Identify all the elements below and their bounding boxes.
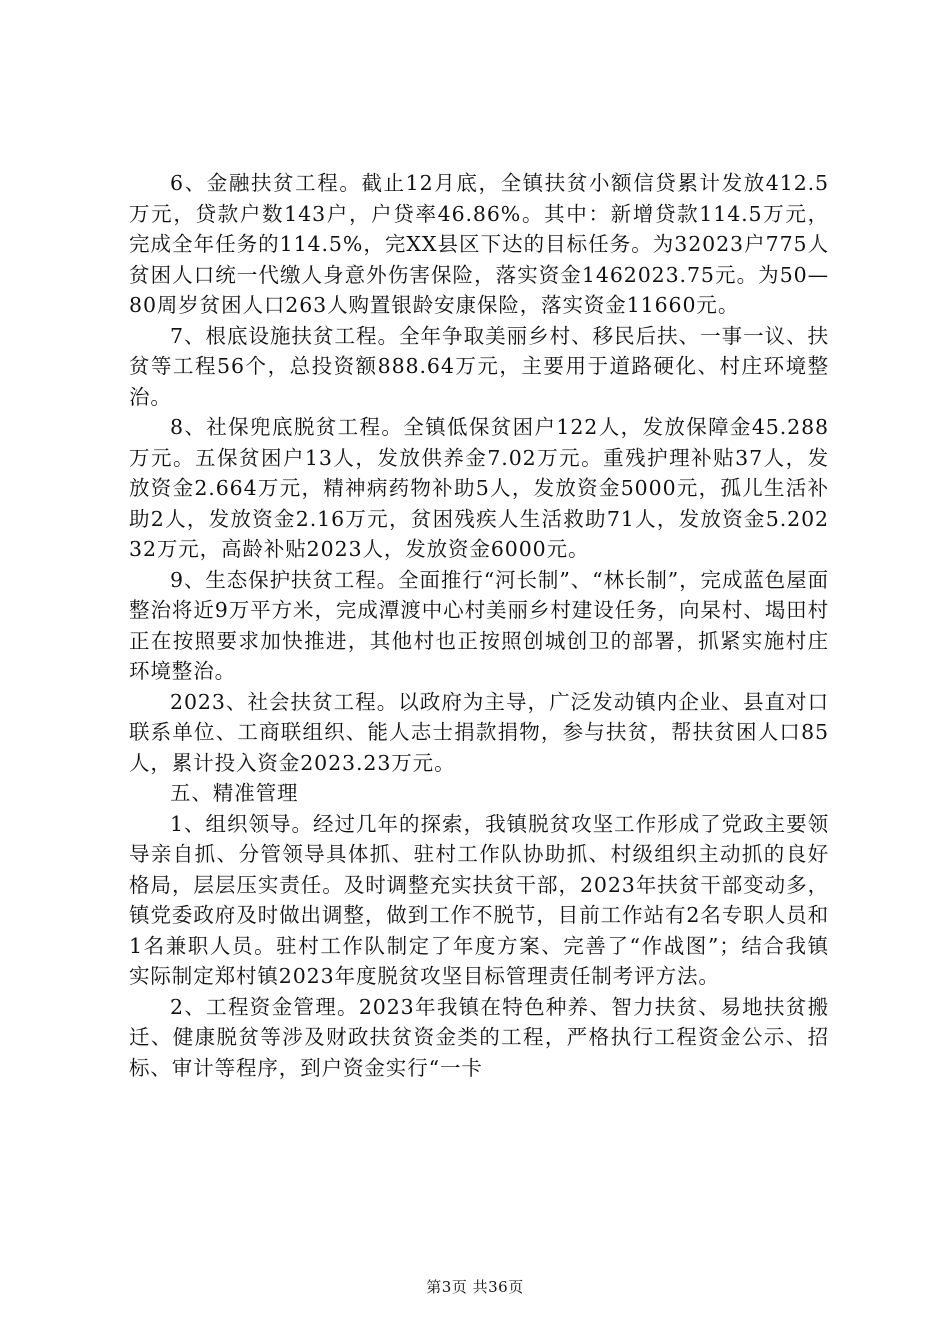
paragraph-social-poverty-alleviation: 2023、社会扶贫工程。以政府为主导，广泛发动镇内企业、县直对口联系单位、工商联组织、能人志士捐款捐物，参与扶贫，帮扶贫困人口85人，累计投入资金2023.23万元。: [129, 689, 829, 775]
section-heading-precise-management: 五、精准管理: [170, 781, 299, 805]
paragraph-infrastructure-project: 7、根底设施扶贫工程。全年争取美丽乡村、移民后扶、一事一议、扶贫等工程56个，总投资额888.64万元，主要用于道路硬化、村庄环境整治。: [129, 323, 829, 409]
page-footer: 第3页 共36页: [426, 1278, 524, 1296]
paragraph-ecological-protection-project: 9、生态保护扶贫工程。全面推行“河长制”、“林长制”，完成蓝色屋面整治将近9万平方米，完成潭渡中心村美丽乡村建设任务，向杲村、堨田村正在按照要求加快推进，其他村也正按照创城创卫的部署，抓紧实施村庄环境整治。: [129, 567, 829, 683]
paragraph-organization-leadership: 1、组织领导。经过几年的探索，我镇脱贫攻坚工作形成了党政主要领导亲自抓、分管领导具体抓、驻村工作队协助抓、村级组织主动抓的良好格局，层层压实责任。及时调整充实扶贫干部，2023年扶贫干部变动多，镇党委政府及时做出调整，做到工作不脱节，目前工作站有2名专职人员和1名兼职人员。驻村工作队制定了年度方案、完善了“作战图”；结合我镇实际制定郑村镇2023年度脱贫攻坚目标管理责任制考评方法。: [129, 811, 829, 988]
paragraph-social-security-project: 8、社保兜底脱贫工程。全镇低保贫困户122人，发放保障金45.288万元。五保贫困户13人，发放供养金7.02万元。重残护理补贴37人，发放资金2.664万元，精神病药物补助5人，发放资金5000元，孤儿生活补助2人，发放资金2.16万元，贫困残疾人生活救助71人，发放资金5.20232万元，高龄补贴2023人，发放资金6000元。: [129, 415, 829, 561]
paragraph-financial-poverty-alleviation: 6、金融扶贫工程。截止12月底，全镇扶贫小额信贷累计发放412.5万元，贷款户数143户，户贷率46.86%。其中：新增贷款114.5万元，完成全年任务的114.5%，完XX县区下达的目标任务。为32023户775人贫困人口统一代缴人身意外伤害保险，落实资金1462023.75元。为50—80周岁贫困人口263人购置银龄安康保险，落实资金11660元。: [129, 171, 829, 317]
document-body: [129, 168, 829, 1083]
paragraph-project-fund-management: 2、工程资金管理。2023年我镇在特色种养、智力扶贫、易地扶贫搬迁、健康脱贫等涉及财政扶贫资金类的工程，严格执行工程资金公示、招标、审计等程序，到户资金实行“一卡: [129, 994, 829, 1080]
